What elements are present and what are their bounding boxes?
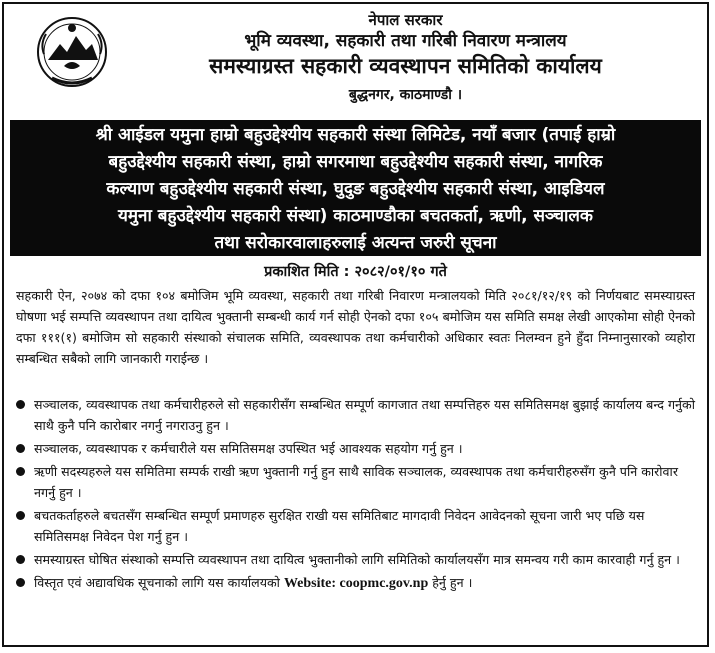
intro-paragraph: सहकारी ऐन, २०७४ को दफा १०४ बमोजिम भूमि व्यवस्था, सहकारी तथा गरिबी निवारण मन्त्रालयको मिति २०८१/१२/१९ को निर्णयबाट समस्याग्रस्त घोषणा भई सम्पत्ति व्यवस्थापन तथा दायित्व भुक्तानी सम्बन्धी कार्य गर्न सोही ऐनको दफा १०५ बमोजिम यस समिति समक्ष लेखी आएकोमा सोही ऐनको दफा १११(१) बमोजिम सो सहकारी संस्थाको संचालक समिति, व्यवस्थापक तथा कर्मचारीको अधिकार स्वतः निलम्वन हुने हुँदा निम्नानुसारको व्यहोरा सम्बन्धित सबैको लागि जानकारी गराईन्छ । [16,288,695,366]
list-item [12,572,695,594]
banner-line: कल्याण बहुउद्देश्यीय सहकारी संस्था, घुदुङ बहुउद्देश्यीय सहकारी संस्था, आइडियल [106,179,605,199]
list-item [12,438,695,459]
header-text [114,10,697,106]
banner-line: श्री आईडल यमुना हाम्रो बहुउद्देश्यीय सहकारी संस्था लिमिटेड, नयाँ बजार (तपाई हाम्रो [95,125,616,145]
point-text: सञ्चालक, व्यवस्थापक र कर्मचारीले यस समितिसमक्ष उपस्थित भई आवश्यक सहयोग गर्नु हुन । [34,441,463,456]
point-text: समस्याग्रस्त घोषित संस्थाको सम्पत्ति व्यवस्थापन तथा दायित्व भुक्तानीको लागि समितिको कार्यालयसँग मात्र समन्वय गरी काम कारवाही गर्नु हुन । [34,552,680,567]
published-date: प्रकाशित मिति : २०८२/०१/१० गते [264,264,447,280]
bullet-icon [16,400,25,409]
point-text: सञ्चालक, व्यवस्थापक तथा कर्मचारीहरुले सो सहकारीसँग सम्बन्धित सम्पूर्ण कागजात तथा सम्पत्तिहरु यस समितिसमक्ष बुझाई कार्यालय बन्द गर्नुको साथै कुनै पनि कारोबार नगर्नु नगराउनु हुन । [34,397,695,433]
ministry-name: भूमि व्यवस्था, सहकारी तथा गरिबी निवारण मन्त्रालय [244,31,567,51]
banner-line: तथा सरोकारवालाहरुलाई अत्यन्त जरुरी सूचना [214,233,497,253]
bullet-icon [16,444,25,453]
banner-line: बहुउद्देश्यीय सहकारी संस्था, हाम्रो सगरमाथा बहुउद्देश्यीय सहकारी संस्था, नागरिक [108,152,603,172]
point-text-after: हेर्नु हुन । [428,575,473,590]
notice-banner [10,120,701,256]
notice-points [12,394,695,596]
office-address: बुद्धनगर, काठमाण्डौ । [348,87,463,103]
banner-line: यमुना बहुउद्देश्यीय सहकारी संस्था) काठमाण्डौका बचतकर्ता, ऋणी, सञ्चालक [118,206,593,226]
bullet-icon [16,511,25,520]
list-item [12,505,695,547]
bullet-icon [16,578,25,587]
point-text-before: विस्तृत एवं अद्यावधिक सूचनाको लागि यस कार्यालयको [34,575,284,590]
list-item [12,394,695,436]
point-text: बचतकर्ताहरुले बचतसँग सम्बन्धित सम्पूर्ण प्रमाणहरु सुरक्षित राखी यस समितिबाट मागदावी निवेदन आवेदनको सूचना जारी भए पछि यस समितिसमक्ष निवेदन पेश गर्नु हुन । [34,508,645,544]
office-name: समस्याग्रस्त सहकारी व्यवस्थापन समितिको कार्यालय [209,54,602,78]
notice-header [4,4,707,118]
website-link[interactable]: Website: coopmc.gov.np [283,576,429,591]
nepal-emblem-icon [34,14,110,90]
bullet-icon [16,555,25,564]
point-text: ऋणी सदस्यहरुले यस समितिमा सम्पर्क राखी ऋण भुक्तानी गर्नु हुन साथै साविक सञ्चालक, व्यवस्थापक तथा कर्मचारीहरुसँग कुनै पनि कारोवार नगर्नु हुन । [34,464,678,500]
government-name: नेपाल सरकार [368,11,443,29]
bullet-icon [16,467,25,476]
list-item [12,549,695,570]
public-notice [2,2,709,647]
list-item [12,461,695,503]
